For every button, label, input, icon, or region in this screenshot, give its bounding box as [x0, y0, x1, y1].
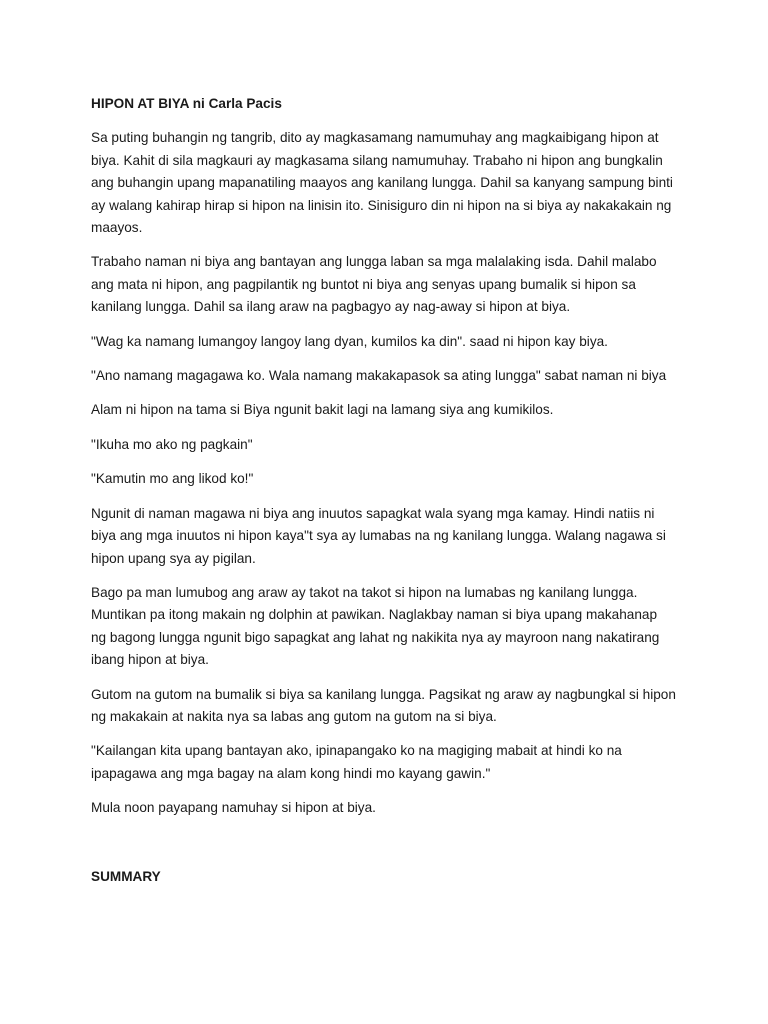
- text-line: biya ang mga inuutos ni hipon kaya"t sya ay lumabas na ng kanilang lungga. Walang nagawa si: [91, 528, 666, 544]
- text-line: Alam ni hipon na tama si Biya ngunit bakit lagi na lamang siya ang kumikilos.: [91, 402, 554, 418]
- paragraph-9: [91, 582, 691, 672]
- paragraph-10: [91, 684, 691, 729]
- text-line: Gutom na gutom na bumalik si biya sa kanilang lungga. Pagsikat ng araw ay nagbungkal si hipon: [91, 686, 676, 702]
- text-line: kanilang lungga. Dahil sa ilang araw na pagbagyo ay nag-away si hipon at biya.: [91, 299, 571, 315]
- text-line: ay walang kahirap hirap si hipon na linisin ito. Sinisiguro din ni hipon na si biya ay nakakakain ng: [91, 197, 672, 213]
- text-line: ng makakain at nakita nya sa labas ang gutom na gutom na si biya.: [91, 708, 497, 724]
- text-line: Muntikan pa itong makain ng dolphin at pawikan. Naglakbay naman si biya upang makahanap: [91, 607, 658, 623]
- text-line: maayos.: [91, 220, 143, 236]
- text-line: biya. Kahit di sila magkauri ay magkasama silang namumuhay. Trabaho ni hipon ang bungkalin: [91, 152, 663, 168]
- text-line: "Kamutin mo ang likod ko!": [91, 471, 254, 487]
- text-line: Bago pa man lumubog ang araw ay takot na takot si hipon na lumabas ng kanilang lungga.: [91, 584, 638, 600]
- text-line: "Kailangan kita upang bantayan ako, ipinapangako ko na magiging mabait at hindi ko na: [91, 743, 622, 759]
- paragraph-3: [91, 331, 691, 353]
- document-body: [91, 93, 691, 832]
- paragraph-8: [91, 503, 691, 570]
- text-line: ibang hipon at biya.: [91, 652, 209, 668]
- paragraph-6: [91, 434, 691, 456]
- paragraph-7: [91, 468, 691, 490]
- text-line: ang buhangin upang mapanatiling maayos ang kanilang lungga. Dahil sa kanyang sampung binti: [91, 175, 673, 191]
- paragraph-1: [91, 127, 691, 239]
- paragraph-11: [91, 740, 691, 785]
- text-line: Mula noon payapang namuhay si hipon at biya.: [91, 800, 376, 816]
- text-line: Sa puting buhangin ng tangrib, dito ay magkasamang namumuhay ang magkaibigang hipon at: [91, 130, 659, 146]
- paragraph-12: [91, 797, 691, 819]
- summary-heading: SUMMARY: [91, 869, 161, 884]
- text-line: hipon upang sya ay pigilan.: [91, 550, 256, 566]
- text-line: "Wag ka namang lumangoy langoy lang dyan, kumilos ka din". saad ni hipon kay biya.: [91, 333, 608, 349]
- story-title: HIPON AT BIYA ni Carla Pacis: [91, 96, 282, 111]
- text-line: Ngunit di naman magawa ni biya ang inuutos sapagkat wala syang mga kamay. Hindi natiis ni: [91, 505, 655, 521]
- paragraph-5: [91, 399, 691, 421]
- text-line: ng bagong lungga ngunit bigo sapagkat ang lahat ng nakikita nya ay mayroon nang nakatirang: [91, 629, 660, 645]
- text-line: ang mata ni hipon, ang pagpilantik ng buntot ni biya ang senyas upang bumalik si hipon sa: [91, 276, 636, 292]
- paragraph-4: [91, 365, 691, 387]
- text-line: "Ikuha mo ako ng pagkain": [91, 436, 253, 452]
- text-line: "Ano namang magagawa ko. Wala namang makakapasok sa ating lungga" sabat naman ni biya: [91, 368, 667, 384]
- text-line: ipapagawa ang mga bagay na alam kong hindi mo kayang gawin.": [91, 765, 491, 781]
- paragraph-2: [91, 251, 691, 318]
- text-line: Trabaho naman ni biya ang bantayan ang lungga laban sa mga malalaking isda. Dahil malabo: [91, 254, 657, 270]
